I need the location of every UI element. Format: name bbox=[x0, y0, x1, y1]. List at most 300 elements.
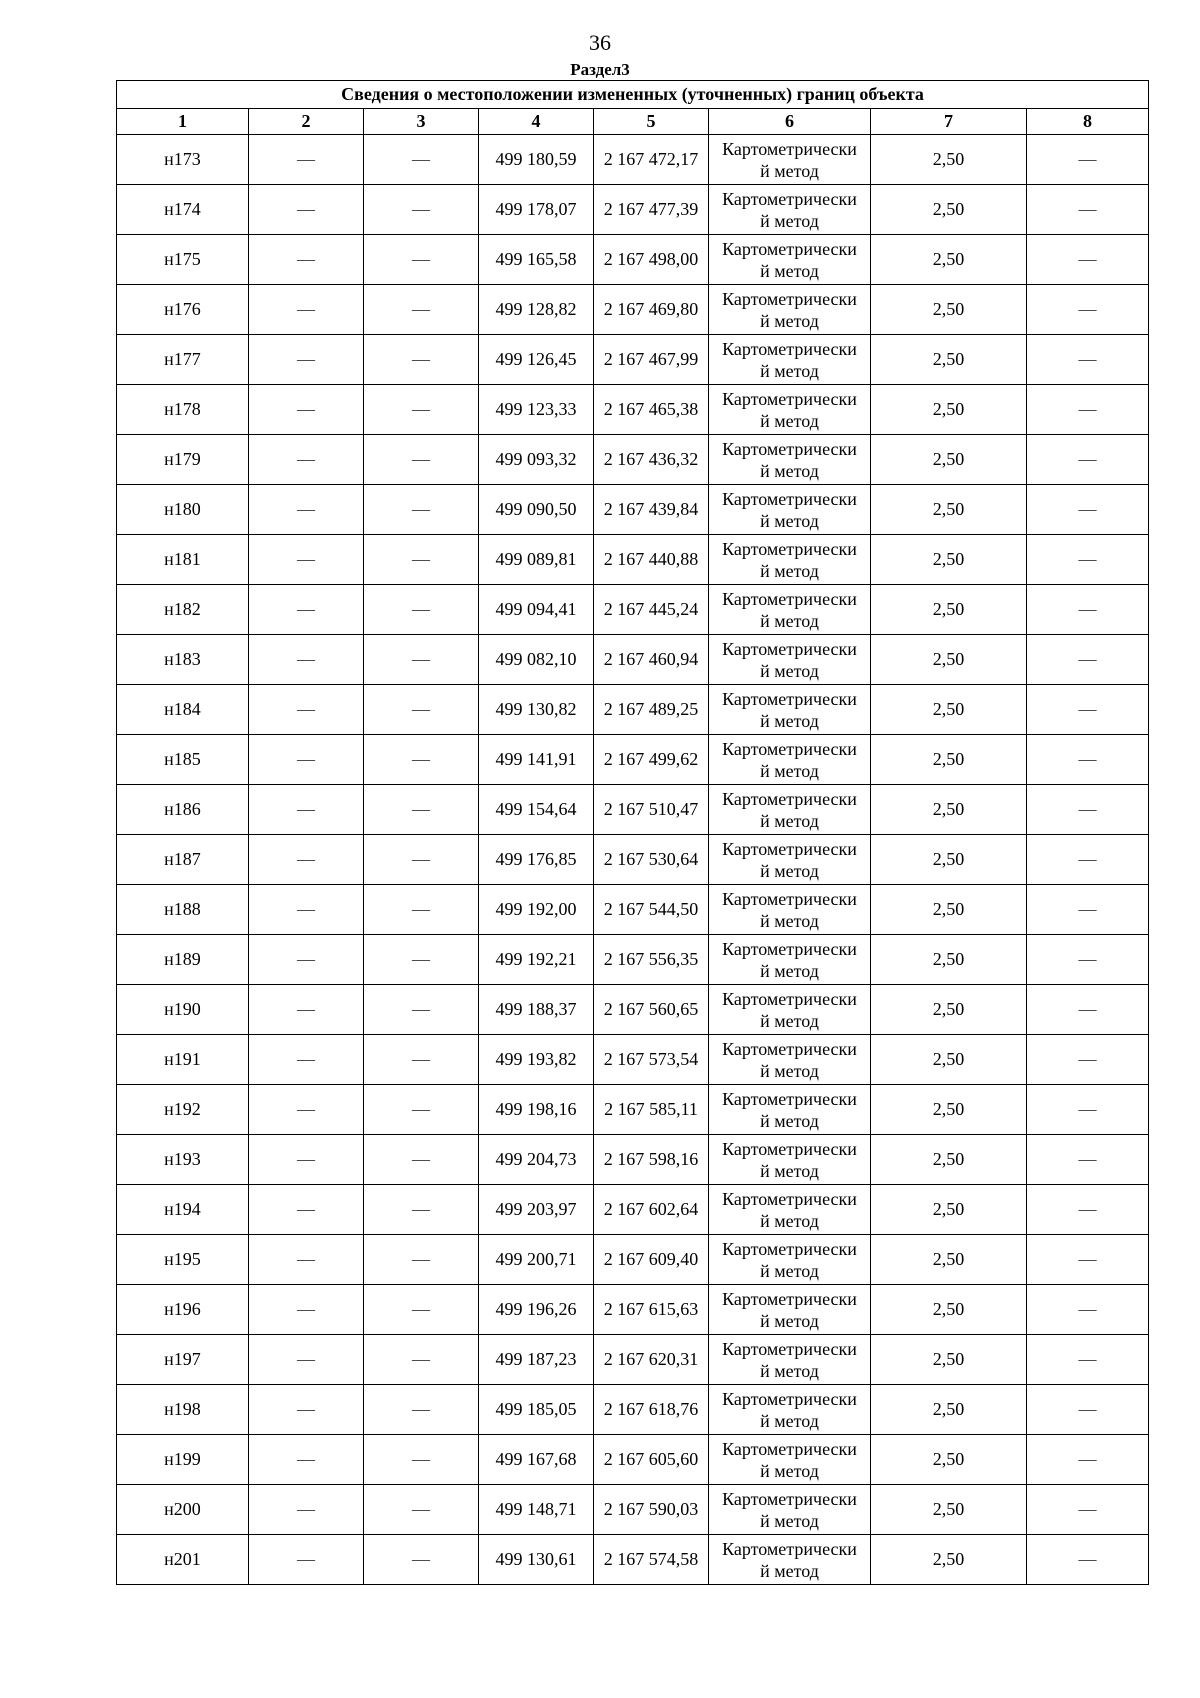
table-row bbox=[117, 1535, 1149, 1585]
column-number-row bbox=[117, 109, 1149, 135]
empty-dash-cell: — bbox=[1027, 1135, 1149, 1185]
accuracy-cell: 2,50 bbox=[871, 1185, 1027, 1235]
empty-dash-cell: — bbox=[364, 985, 479, 1035]
method-line-2: й метод bbox=[760, 1060, 819, 1081]
method-line-2: й метод bbox=[760, 210, 819, 231]
y-coordinate-cell: 2 167 436,32 bbox=[594, 435, 709, 485]
column-number-header: 6 bbox=[709, 109, 871, 135]
point-name-cell: н188 bbox=[117, 885, 249, 935]
table-row bbox=[117, 1185, 1149, 1235]
method-line-1: Картометрически bbox=[722, 938, 857, 959]
empty-dash-cell: — bbox=[249, 235, 364, 285]
point-name-cell: н187 bbox=[117, 835, 249, 885]
method-cell bbox=[709, 1285, 871, 1335]
table-row bbox=[117, 1285, 1149, 1335]
empty-dash-cell: — bbox=[364, 1035, 479, 1085]
empty-dash-cell: — bbox=[249, 1135, 364, 1185]
method-cell bbox=[709, 1335, 871, 1385]
method-line-1: Картометрически bbox=[722, 1088, 857, 1109]
table-row bbox=[117, 835, 1149, 885]
table-row bbox=[117, 985, 1149, 1035]
method-line-1: Картометрически bbox=[722, 1288, 857, 1309]
empty-dash-cell: — bbox=[364, 1385, 479, 1435]
accuracy-cell: 2,50 bbox=[871, 885, 1027, 935]
empty-dash-cell: — bbox=[1027, 485, 1149, 535]
table-body bbox=[117, 135, 1149, 1585]
empty-dash-cell: — bbox=[364, 235, 479, 285]
y-coordinate-cell: 2 167 574,58 bbox=[594, 1535, 709, 1585]
empty-dash-cell: — bbox=[249, 1535, 364, 1585]
method-cell bbox=[709, 285, 871, 335]
method-line-1: Картометрически bbox=[722, 1438, 857, 1459]
accuracy-cell: 2,50 bbox=[871, 1435, 1027, 1485]
method-line-1: Картометрически bbox=[722, 588, 857, 609]
x-coordinate-cell: 499 187,23 bbox=[479, 1335, 594, 1385]
y-coordinate-cell: 2 167 618,76 bbox=[594, 1385, 709, 1435]
empty-dash-cell: — bbox=[1027, 1185, 1149, 1235]
method-cell bbox=[709, 185, 871, 235]
method-line-1: Картометрически bbox=[722, 288, 857, 309]
method-line-1: Картометрически bbox=[722, 388, 857, 409]
empty-dash-cell: — bbox=[1027, 235, 1149, 285]
table-row bbox=[117, 1235, 1149, 1285]
table-row bbox=[117, 135, 1149, 185]
y-coordinate-cell: 2 167 477,39 bbox=[594, 185, 709, 235]
method-line-1: Картометрически bbox=[722, 438, 857, 459]
x-coordinate-cell: 499 198,16 bbox=[479, 1085, 594, 1135]
x-coordinate-cell: 499 192,21 bbox=[479, 935, 594, 985]
method-cell bbox=[709, 1385, 871, 1435]
y-coordinate-cell: 2 167 439,84 bbox=[594, 485, 709, 535]
accuracy-cell: 2,50 bbox=[871, 1035, 1027, 1085]
y-coordinate-cell: 2 167 620,31 bbox=[594, 1335, 709, 1385]
empty-dash-cell: — bbox=[1027, 685, 1149, 735]
method-line-2: й метод bbox=[760, 1110, 819, 1131]
y-coordinate-cell: 2 167 598,16 bbox=[594, 1135, 709, 1185]
table-caption: Сведения о местоположении измененных (уточненных) границ объекта bbox=[117, 81, 1149, 109]
method-cell bbox=[709, 235, 871, 285]
empty-dash-cell: — bbox=[364, 1485, 479, 1535]
y-coordinate-cell: 2 167 530,64 bbox=[594, 835, 709, 885]
empty-dash-cell: — bbox=[1027, 985, 1149, 1035]
table-row bbox=[117, 1035, 1149, 1085]
empty-dash-cell: — bbox=[364, 835, 479, 885]
method-line-1: Картометрически bbox=[722, 738, 857, 759]
column-number-header: 3 bbox=[364, 109, 479, 135]
method-line-2: й метод bbox=[760, 660, 819, 681]
empty-dash-cell: — bbox=[249, 1235, 364, 1285]
method-line-2: й метод bbox=[760, 610, 819, 631]
column-number-header: 5 bbox=[594, 109, 709, 135]
method-line-2: й метод bbox=[760, 410, 819, 431]
point-name-cell: н191 bbox=[117, 1035, 249, 1085]
method-line-2: й метод bbox=[760, 1360, 819, 1381]
y-coordinate-cell: 2 167 445,24 bbox=[594, 585, 709, 635]
method-line-1: Картометрически bbox=[722, 1538, 857, 1559]
method-cell bbox=[709, 785, 871, 835]
method-cell bbox=[709, 885, 871, 935]
point-name-cell: н177 bbox=[117, 335, 249, 385]
method-line-2: й метод bbox=[760, 910, 819, 931]
empty-dash-cell: — bbox=[364, 785, 479, 835]
table-row bbox=[117, 335, 1149, 385]
accuracy-cell: 2,50 bbox=[871, 735, 1027, 785]
empty-dash-cell: — bbox=[364, 135, 479, 185]
y-coordinate-cell: 2 167 615,63 bbox=[594, 1285, 709, 1335]
point-name-cell: н176 bbox=[117, 285, 249, 335]
empty-dash-cell: — bbox=[249, 185, 364, 235]
point-name-cell: н181 bbox=[117, 535, 249, 585]
empty-dash-cell: — bbox=[249, 1285, 364, 1335]
table-row bbox=[117, 885, 1149, 935]
empty-dash-cell: — bbox=[364, 1335, 479, 1385]
method-cell bbox=[709, 585, 871, 635]
column-number-header: 1 bbox=[117, 109, 249, 135]
table-row bbox=[117, 635, 1149, 685]
method-line-2: й метод bbox=[760, 160, 819, 181]
method-cell bbox=[709, 1035, 871, 1085]
empty-dash-cell: — bbox=[1027, 1535, 1149, 1585]
x-coordinate-cell: 499 154,64 bbox=[479, 785, 594, 835]
point-name-cell: н189 bbox=[117, 935, 249, 985]
empty-dash-cell: — bbox=[1027, 1435, 1149, 1485]
table-row bbox=[117, 1335, 1149, 1385]
method-line-2: й метод bbox=[760, 760, 819, 781]
x-coordinate-cell: 499 130,82 bbox=[479, 685, 594, 735]
y-coordinate-cell: 2 167 573,54 bbox=[594, 1035, 709, 1085]
empty-dash-cell: — bbox=[364, 685, 479, 735]
point-name-cell: н173 bbox=[117, 135, 249, 185]
accuracy-cell: 2,50 bbox=[871, 1485, 1027, 1535]
method-line-2: й метод bbox=[760, 960, 819, 981]
empty-dash-cell: — bbox=[1027, 185, 1149, 235]
table-row bbox=[117, 535, 1149, 585]
empty-dash-cell: — bbox=[364, 935, 479, 985]
method-cell bbox=[709, 835, 871, 885]
point-name-cell: н200 bbox=[117, 1485, 249, 1535]
point-name-cell: н198 bbox=[117, 1385, 249, 1435]
method-line-1: Картометрически bbox=[722, 1238, 857, 1259]
table-row bbox=[117, 235, 1149, 285]
method-cell bbox=[709, 935, 871, 985]
empty-dash-cell: — bbox=[249, 285, 364, 335]
method-cell bbox=[709, 335, 871, 385]
empty-dash-cell: — bbox=[249, 1185, 364, 1235]
method-cell bbox=[709, 1485, 871, 1535]
method-line-2: й метод bbox=[760, 560, 819, 581]
x-coordinate-cell: 499 126,45 bbox=[479, 335, 594, 385]
point-name-cell: н185 bbox=[117, 735, 249, 785]
empty-dash-cell: — bbox=[249, 985, 364, 1035]
empty-dash-cell: — bbox=[249, 735, 364, 785]
accuracy-cell: 2,50 bbox=[871, 785, 1027, 835]
column-number-header: 8 bbox=[1027, 109, 1149, 135]
column-number-header: 2 bbox=[249, 109, 364, 135]
x-coordinate-cell: 499 093,32 bbox=[479, 435, 594, 485]
y-coordinate-cell: 2 167 440,88 bbox=[594, 535, 709, 585]
method-cell bbox=[709, 1185, 871, 1235]
empty-dash-cell: — bbox=[364, 385, 479, 435]
empty-dash-cell: — bbox=[1027, 1035, 1149, 1085]
accuracy-cell: 2,50 bbox=[871, 235, 1027, 285]
empty-dash-cell: — bbox=[1027, 635, 1149, 685]
y-coordinate-cell: 2 167 560,65 bbox=[594, 985, 709, 1035]
empty-dash-cell: — bbox=[1027, 1385, 1149, 1435]
method-line-1: Картометрически bbox=[722, 238, 857, 259]
empty-dash-cell: — bbox=[364, 1135, 479, 1185]
method-line-1: Картометрически bbox=[722, 538, 857, 559]
method-cell bbox=[709, 1435, 871, 1485]
empty-dash-cell: — bbox=[1027, 735, 1149, 785]
accuracy-cell: 2,50 bbox=[871, 685, 1027, 735]
method-line-1: Картометрически bbox=[722, 988, 857, 1009]
empty-dash-cell: — bbox=[1027, 1335, 1149, 1385]
empty-dash-cell: — bbox=[364, 1435, 479, 1485]
method-line-1: Картометрически bbox=[722, 688, 857, 709]
point-name-cell: н174 bbox=[117, 185, 249, 235]
method-line-1: Картометрически bbox=[722, 1488, 857, 1509]
accuracy-cell: 2,50 bbox=[871, 135, 1027, 185]
accuracy-cell: 2,50 bbox=[871, 185, 1027, 235]
table-row bbox=[117, 735, 1149, 785]
method-line-2: й метод bbox=[760, 1010, 819, 1031]
table-row bbox=[117, 385, 1149, 435]
x-coordinate-cell: 499 193,82 bbox=[479, 1035, 594, 1085]
method-line-1: Картометрически bbox=[722, 1138, 857, 1159]
x-coordinate-cell: 499 130,61 bbox=[479, 1535, 594, 1585]
method-cell bbox=[709, 1135, 871, 1185]
method-line-2: й метод bbox=[760, 310, 819, 331]
empty-dash-cell: — bbox=[249, 1335, 364, 1385]
method-line-1: Картометрически bbox=[722, 138, 857, 159]
table-row bbox=[117, 1385, 1149, 1435]
accuracy-cell: 2,50 bbox=[871, 1535, 1027, 1585]
point-name-cell: н190 bbox=[117, 985, 249, 1035]
empty-dash-cell: — bbox=[249, 885, 364, 935]
method-cell bbox=[709, 535, 871, 585]
table-row bbox=[117, 485, 1149, 535]
empty-dash-cell: — bbox=[364, 1085, 479, 1135]
accuracy-cell: 2,50 bbox=[871, 385, 1027, 435]
table-row bbox=[117, 1135, 1149, 1185]
method-cell bbox=[709, 985, 871, 1035]
empty-dash-cell: — bbox=[364, 1185, 479, 1235]
accuracy-cell: 2,50 bbox=[871, 535, 1027, 585]
point-name-cell: н197 bbox=[117, 1335, 249, 1385]
table-row bbox=[117, 1085, 1149, 1135]
empty-dash-cell: — bbox=[249, 1385, 364, 1435]
method-cell bbox=[709, 435, 871, 485]
empty-dash-cell: — bbox=[249, 535, 364, 585]
y-coordinate-cell: 2 167 460,94 bbox=[594, 635, 709, 685]
method-line-1: Картометрически bbox=[722, 1188, 857, 1209]
x-coordinate-cell: 499 185,05 bbox=[479, 1385, 594, 1435]
method-cell bbox=[709, 635, 871, 685]
table-row bbox=[117, 585, 1149, 635]
y-coordinate-cell: 2 167 605,60 bbox=[594, 1435, 709, 1485]
method-line-2: й метод bbox=[760, 1560, 819, 1581]
point-name-cell: н195 bbox=[117, 1235, 249, 1285]
point-name-cell: н182 bbox=[117, 585, 249, 635]
empty-dash-cell: — bbox=[249, 1085, 364, 1135]
table-row bbox=[117, 285, 1149, 335]
accuracy-cell: 2,50 bbox=[871, 335, 1027, 385]
method-line-1: Картометрически bbox=[722, 788, 857, 809]
empty-dash-cell: — bbox=[249, 785, 364, 835]
y-coordinate-cell: 2 167 544,50 bbox=[594, 885, 709, 935]
x-coordinate-cell: 499 090,50 bbox=[479, 485, 594, 535]
accuracy-cell: 2,50 bbox=[871, 435, 1027, 485]
x-coordinate-cell: 499 082,10 bbox=[479, 635, 594, 685]
point-name-cell: н186 bbox=[117, 785, 249, 835]
accuracy-cell: 2,50 bbox=[871, 835, 1027, 885]
y-coordinate-cell: 2 167 465,38 bbox=[594, 385, 709, 435]
empty-dash-cell: — bbox=[249, 1435, 364, 1485]
column-number-header: 4 bbox=[479, 109, 594, 135]
method-cell bbox=[709, 735, 871, 785]
y-coordinate-cell: 2 167 556,35 bbox=[594, 935, 709, 985]
method-line-2: й метод bbox=[760, 1510, 819, 1531]
empty-dash-cell: — bbox=[1027, 935, 1149, 985]
y-coordinate-cell: 2 167 609,40 bbox=[594, 1235, 709, 1285]
method-line-2: й метод bbox=[760, 1410, 819, 1431]
point-name-cell: н183 bbox=[117, 635, 249, 685]
x-coordinate-cell: 499 196,26 bbox=[479, 1285, 594, 1335]
empty-dash-cell: — bbox=[1027, 785, 1149, 835]
method-line-2: й метод bbox=[760, 710, 819, 731]
accuracy-cell: 2,50 bbox=[871, 1085, 1027, 1135]
method-cell bbox=[709, 685, 871, 735]
empty-dash-cell: — bbox=[364, 435, 479, 485]
point-name-cell: н184 bbox=[117, 685, 249, 735]
method-line-1: Картометрически bbox=[722, 838, 857, 859]
point-name-cell: н193 bbox=[117, 1135, 249, 1185]
x-coordinate-cell: 499 094,41 bbox=[479, 585, 594, 635]
empty-dash-cell: — bbox=[364, 285, 479, 335]
accuracy-cell: 2,50 bbox=[871, 935, 1027, 985]
empty-dash-cell: — bbox=[1027, 285, 1149, 335]
method-line-1: Картометрически bbox=[722, 488, 857, 509]
empty-dash-cell: — bbox=[1027, 385, 1149, 435]
y-coordinate-cell: 2 167 472,17 bbox=[594, 135, 709, 185]
y-coordinate-cell: 2 167 498,00 bbox=[594, 235, 709, 285]
empty-dash-cell: — bbox=[1027, 835, 1149, 885]
empty-dash-cell: — bbox=[364, 485, 479, 535]
point-name-cell: н178 bbox=[117, 385, 249, 435]
accuracy-cell: 2,50 bbox=[871, 1385, 1027, 1435]
x-coordinate-cell: 499 180,59 bbox=[479, 135, 594, 185]
empty-dash-cell: — bbox=[364, 335, 479, 385]
point-name-cell: н194 bbox=[117, 1185, 249, 1235]
method-line-2: й метод bbox=[760, 1260, 819, 1281]
empty-dash-cell: — bbox=[1027, 885, 1149, 935]
accuracy-cell: 2,50 bbox=[871, 1235, 1027, 1285]
method-line-1: Картометрически bbox=[722, 888, 857, 909]
empty-dash-cell: — bbox=[249, 385, 364, 435]
method-line-2: й метод bbox=[760, 1460, 819, 1481]
x-coordinate-cell: 499 089,81 bbox=[479, 535, 594, 585]
method-line-2: й метод bbox=[760, 860, 819, 881]
empty-dash-cell: — bbox=[1027, 1235, 1149, 1285]
empty-dash-cell: — bbox=[1027, 585, 1149, 635]
section-title: Раздел3 bbox=[570, 60, 630, 79]
point-name-cell: н179 bbox=[117, 435, 249, 485]
empty-dash-cell: — bbox=[249, 1035, 364, 1085]
empty-dash-cell: — bbox=[249, 835, 364, 885]
method-line-1: Картометрически bbox=[722, 1388, 857, 1409]
point-name-cell: н192 bbox=[117, 1085, 249, 1135]
y-coordinate-cell: 2 167 469,80 bbox=[594, 285, 709, 335]
table-row bbox=[117, 185, 1149, 235]
method-cell bbox=[709, 1085, 871, 1135]
method-cell bbox=[709, 1235, 871, 1285]
method-line-1: Картометрически bbox=[722, 188, 857, 209]
method-line-1: Картометрически bbox=[722, 638, 857, 659]
table-row bbox=[117, 435, 1149, 485]
accuracy-cell: 2,50 bbox=[871, 985, 1027, 1035]
x-coordinate-cell: 499 178,07 bbox=[479, 185, 594, 235]
accuracy-cell: 2,50 bbox=[871, 1285, 1027, 1335]
method-line-2: й метод bbox=[760, 1160, 819, 1181]
y-coordinate-cell: 2 167 499,62 bbox=[594, 735, 709, 785]
empty-dash-cell: — bbox=[249, 485, 364, 535]
x-coordinate-cell: 499 176,85 bbox=[479, 835, 594, 885]
y-coordinate-cell: 2 167 510,47 bbox=[594, 785, 709, 835]
table-row bbox=[117, 1435, 1149, 1485]
accuracy-cell: 2,50 bbox=[871, 485, 1027, 535]
x-coordinate-cell: 499 123,33 bbox=[479, 385, 594, 435]
method-line-2: й метод bbox=[760, 1310, 819, 1331]
method-line-1: Картометрически bbox=[722, 338, 857, 359]
empty-dash-cell: — bbox=[364, 635, 479, 685]
y-coordinate-cell: 2 167 590,03 bbox=[594, 1485, 709, 1535]
accuracy-cell: 2,50 bbox=[871, 1135, 1027, 1185]
empty-dash-cell: — bbox=[1027, 1485, 1149, 1535]
method-line-2: й метод bbox=[760, 360, 819, 381]
method-cell bbox=[709, 135, 871, 185]
accuracy-cell: 2,50 bbox=[871, 585, 1027, 635]
empty-dash-cell: — bbox=[364, 1285, 479, 1335]
empty-dash-cell: — bbox=[364, 185, 479, 235]
empty-dash-cell: — bbox=[364, 885, 479, 935]
y-coordinate-cell: 2 167 489,25 bbox=[594, 685, 709, 735]
method-line-2: й метод bbox=[760, 260, 819, 281]
empty-dash-cell: — bbox=[364, 585, 479, 635]
empty-dash-cell: — bbox=[364, 535, 479, 585]
empty-dash-cell: — bbox=[1027, 535, 1149, 585]
empty-dash-cell: — bbox=[364, 735, 479, 785]
accuracy-cell: 2,50 bbox=[871, 635, 1027, 685]
method-line-1: Картометрически bbox=[722, 1038, 857, 1059]
empty-dash-cell: — bbox=[249, 935, 364, 985]
x-coordinate-cell: 499 141,91 bbox=[479, 735, 594, 785]
point-name-cell: н199 bbox=[117, 1435, 249, 1485]
empty-dash-cell: — bbox=[249, 635, 364, 685]
empty-dash-cell: — bbox=[1027, 135, 1149, 185]
empty-dash-cell: — bbox=[249, 135, 364, 185]
y-coordinate-cell: 2 167 467,99 bbox=[594, 335, 709, 385]
method-cell bbox=[709, 1535, 871, 1585]
empty-dash-cell: — bbox=[1027, 435, 1149, 485]
method-cell bbox=[709, 385, 871, 435]
x-coordinate-cell: 499 192,00 bbox=[479, 885, 594, 935]
empty-dash-cell: — bbox=[364, 1535, 479, 1585]
coordinates-table bbox=[116, 80, 1149, 1585]
empty-dash-cell: — bbox=[1027, 1285, 1149, 1335]
empty-dash-cell: — bbox=[249, 335, 364, 385]
method-cell bbox=[709, 485, 871, 535]
accuracy-cell: 2,50 bbox=[871, 285, 1027, 335]
